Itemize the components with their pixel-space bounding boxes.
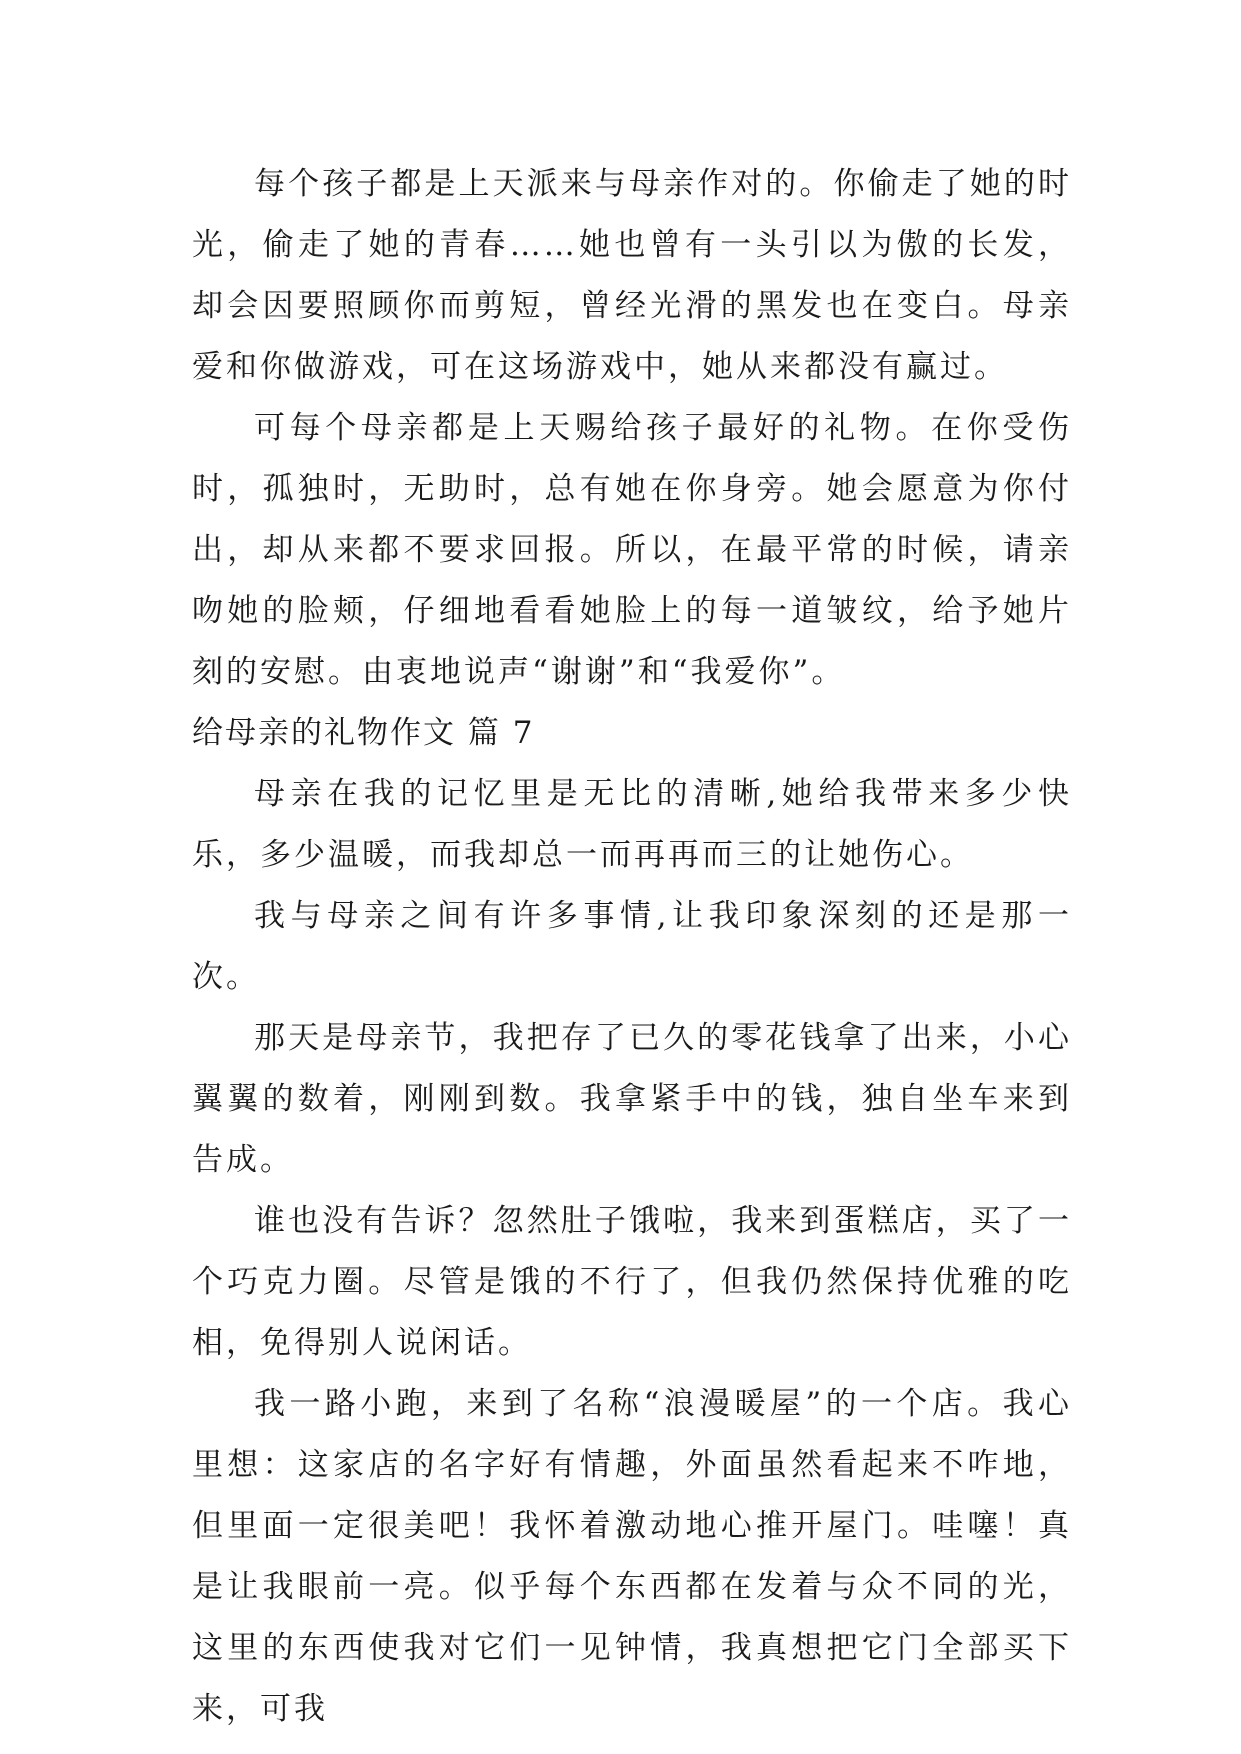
paragraph: 我一路小跑，来到了名称“浪漫暖屋”的一个店。我心里想：这家店的名字好有情趣，外面虽然看起来不咋地，但里面一定很美吧！我怀着激动地心推开屋门。哇噻！真是让我眼前一亮。似乎每个东西都在发着与众不同的光，这里的东西使我对它们一见钟情，我真想把它门全部买下来，可我 xyxy=(192,1386,1072,1727)
paragraph: 每个孩子都是上天派来与母亲作对的。你偷走了她的时光，偷走了她的青春……她也曾有一头引以为傲的长发，却会因要照顾你而剪短，曾经光滑的黑发也在变白。母亲爱和你做游戏，可在这场游戏中，她从来都没有赢过。 xyxy=(192,166,1072,385)
paragraph: 我与母亲之间有许多事情,让我印象深刻的还是那一次。 xyxy=(192,898,1072,995)
paragraph: 母亲在我的记忆里是无比的清晰,她给我带来多少快乐，多少温暖，而我却总一而再再而三的让她伤心。 xyxy=(192,776,1072,873)
paragraph: 那天是母亲节，我把存了已久的零花钱拿了出来，小心翼翼的数着，刚刚到数。我拿紧手中的钱，独自坐车来到告成。 xyxy=(192,1020,1072,1178)
paragraph: 可每个母亲都是上天赐给孩子最好的礼物。在你受伤时，孤独时，无助时，总有她在你身旁。她会愿意为你付出，却从来都不要求回报。所以，在最平常的时候，请亲吻她的脸颊，仔细地看看她脸上的每一道皱纹，给予她片刻的安慰。由衷地说声“谢谢”和“我爱你”。 xyxy=(192,410,1072,690)
document-body xyxy=(192,154,1072,1740)
paragraph: 谁也没有告诉？忽然肚子饿啦，我来到蛋糕店，买了一个巧克力圈。尽管是饿的不行了，但我仍然保持优雅的吃相，免得别人说闲话。 xyxy=(192,1203,1072,1361)
section-heading: 给母亲的礼物作文 篇 7 xyxy=(192,715,535,751)
